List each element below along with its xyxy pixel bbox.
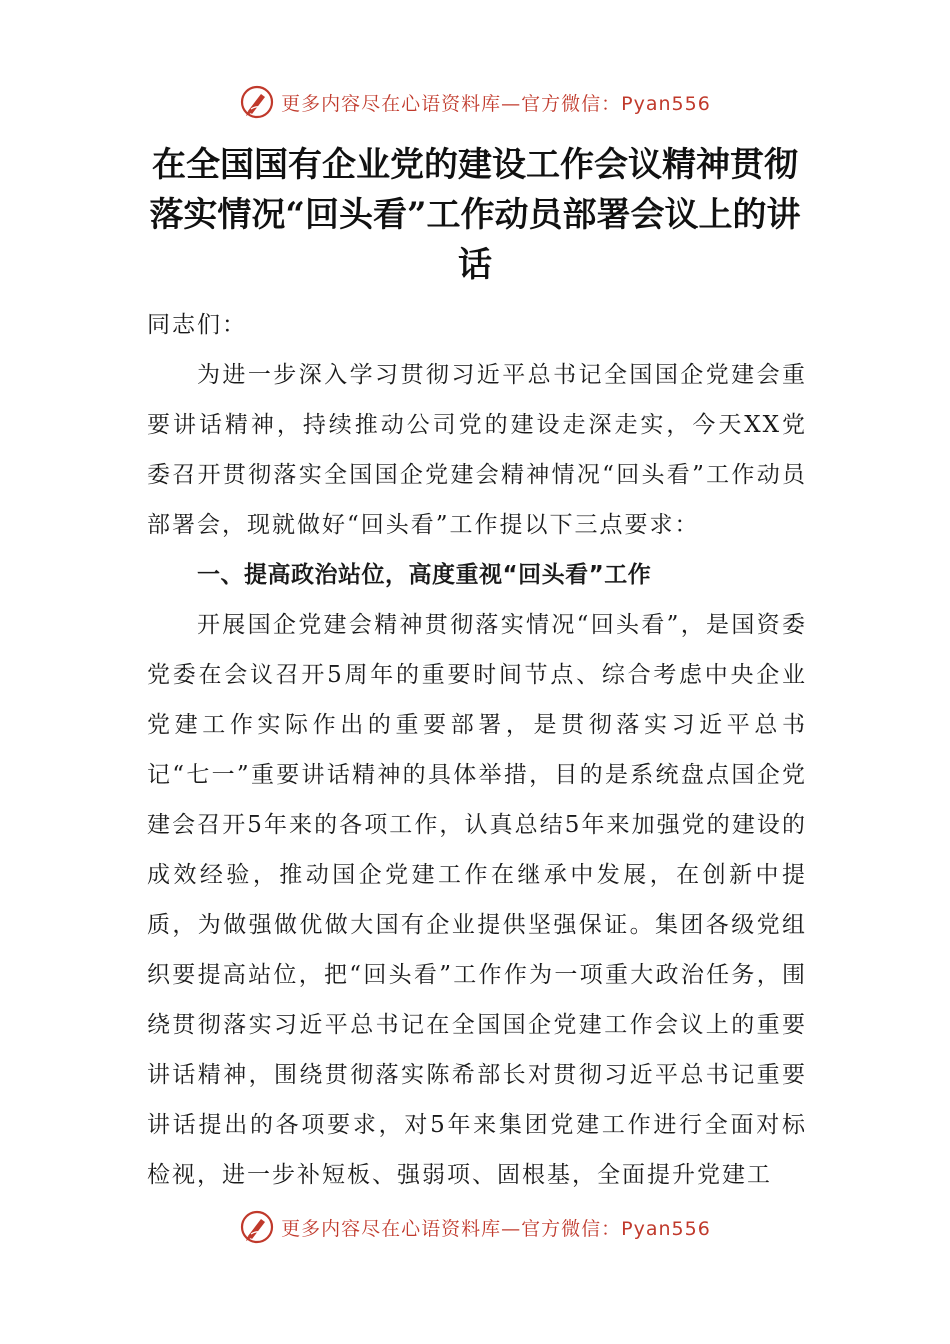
watermark-footer — [0, 1207, 950, 1247]
document-body — [147, 300, 807, 1200]
intro-paragraph: 为进一步深入学习贯彻习近平总书记全国国企党建会重要讲话精神，持续推动公司党的建设走深走实，今天XX党委召开贯彻落实全国国企党建会精神情况“回头看”工作动员部署会，现就做好“回头看”工作提以下三点要求： — [147, 362, 807, 538]
document-title: 在全国国有企业党的建设工作会议精神贯彻落实情况“回头看”工作动员部署会议上的讲话 — [149, 145, 801, 285]
watermark-text: 更多内容尽在心语资料库—官方微信：Pyan556 — [281, 1217, 711, 1240]
salutation: 同志们： — [147, 312, 247, 338]
section-1-heading: 一、提高政治站位，高度重视“回头看”工作 — [197, 562, 652, 588]
watermark-text: 更多内容尽在心语资料库—官方微信：Pyan556 — [281, 92, 711, 115]
section-1-paragraph: 开展国企党建会精神贯彻落实情况“回头看”，是国资委党委在会议召开5周年的重要时间节点、综合考虑中央企业党建工作实际作出的重要部署，是贯彻落实习近平总书记“七一”重要讲话精神的具体举措，目的是系统盘点国企党建会召开5年来的各项工作，认真总结5年来加强党的建设的成效经验，推动国企党建工作在继承中发展，在创新中提质，为做强做优做大国有企业提供坚强保证。集团各级党组织要提高站位，把“回头看”工作作为一项重大政治任务，围绕贯彻落实习近平总书记在全国国企党建工作会议上的重要讲话精神，围绕贯彻落实陈希部长对贯彻习近平总书记重要讲话提出的各项要求，对5年来集团党建工作进行全面对标检视，进一步补短板、强弱项、固根基，全面提升党建工 — [147, 612, 807, 1188]
pen-logo-icon — [239, 84, 275, 120]
pen-logo-icon — [239, 1209, 275, 1245]
watermark-header — [0, 82, 950, 122]
